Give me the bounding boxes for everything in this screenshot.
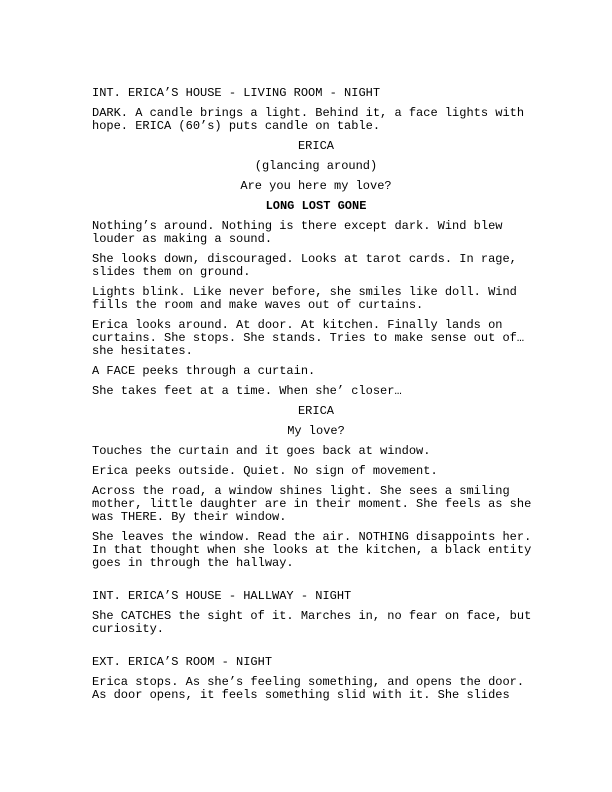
action-paragraph: Erica looks around. At door. At kitchen. Finally lands on curtains. She stops. She stands. Tries to make sense out of…she hesitates. <box>92 318 525 358</box>
scene-heading: INT. ERICA’S HOUSE - HALLWAY - NIGHT <box>92 589 352 603</box>
scene-heading: EXT. ERICA’S ROOM - NIGHT <box>92 655 273 669</box>
action-paragraph: She takes feet at a time. When she’ closer… <box>92 384 402 398</box>
screenplay-content <box>92 87 540 709</box>
character-cue: ERICA <box>297 139 334 153</box>
action-paragraph: She leaves the window. Read the air. NOTHING disappoints her. In that thought when she looks at the kitchen, a black entity goes in through the hallway. <box>92 530 532 570</box>
action-paragraph: Nothing’s around. Nothing is there except dark. Wind blew louder as making a sound. <box>92 219 503 246</box>
script-title: LONG LOST GONE <box>265 199 367 213</box>
scene-heading: INT. ERICA’S HOUSE - LIVING ROOM - NIGHT <box>92 86 381 100</box>
action-paragraph: Across the road, a window shines light. She sees a smiling mother, little daughter are in their moment. She feels as she was THERE. By their window. <box>92 484 532 524</box>
parenthetical: (glancing around) <box>254 159 378 173</box>
dialogue-line: Are you here my love? <box>240 179 392 193</box>
action-paragraph: DARK. A candle brings a light. Behind it, a face lights with hope. ERICA (60’s) puts candle on table. <box>92 106 525 133</box>
character-cue: ERICA <box>297 404 334 418</box>
action-paragraph: Erica peeks outside. Quiet. No sign of movement. <box>92 464 438 478</box>
action-paragraph: Erica stops. As she’s feeling something, and opens the door. As door opens, it feels something slid with it. She slides <box>92 675 525 702</box>
action-paragraph: A FACE peeks through a curtain. <box>92 364 316 378</box>
action-paragraph: She CATCHES the sight of it. Marches in, no fear on face, but curiosity. <box>92 609 532 636</box>
action-paragraph: Lights blink. Like never before, she smiles like doll. Wind fills the room and make waves out of curtains. <box>92 285 517 312</box>
action-paragraph: She looks down, discouraged. Looks at tarot cards. In rage, slides them on ground. <box>92 252 517 279</box>
dialogue-line: My love? <box>287 424 345 438</box>
action-paragraph: Touches the curtain and it goes back at window. <box>92 444 431 458</box>
